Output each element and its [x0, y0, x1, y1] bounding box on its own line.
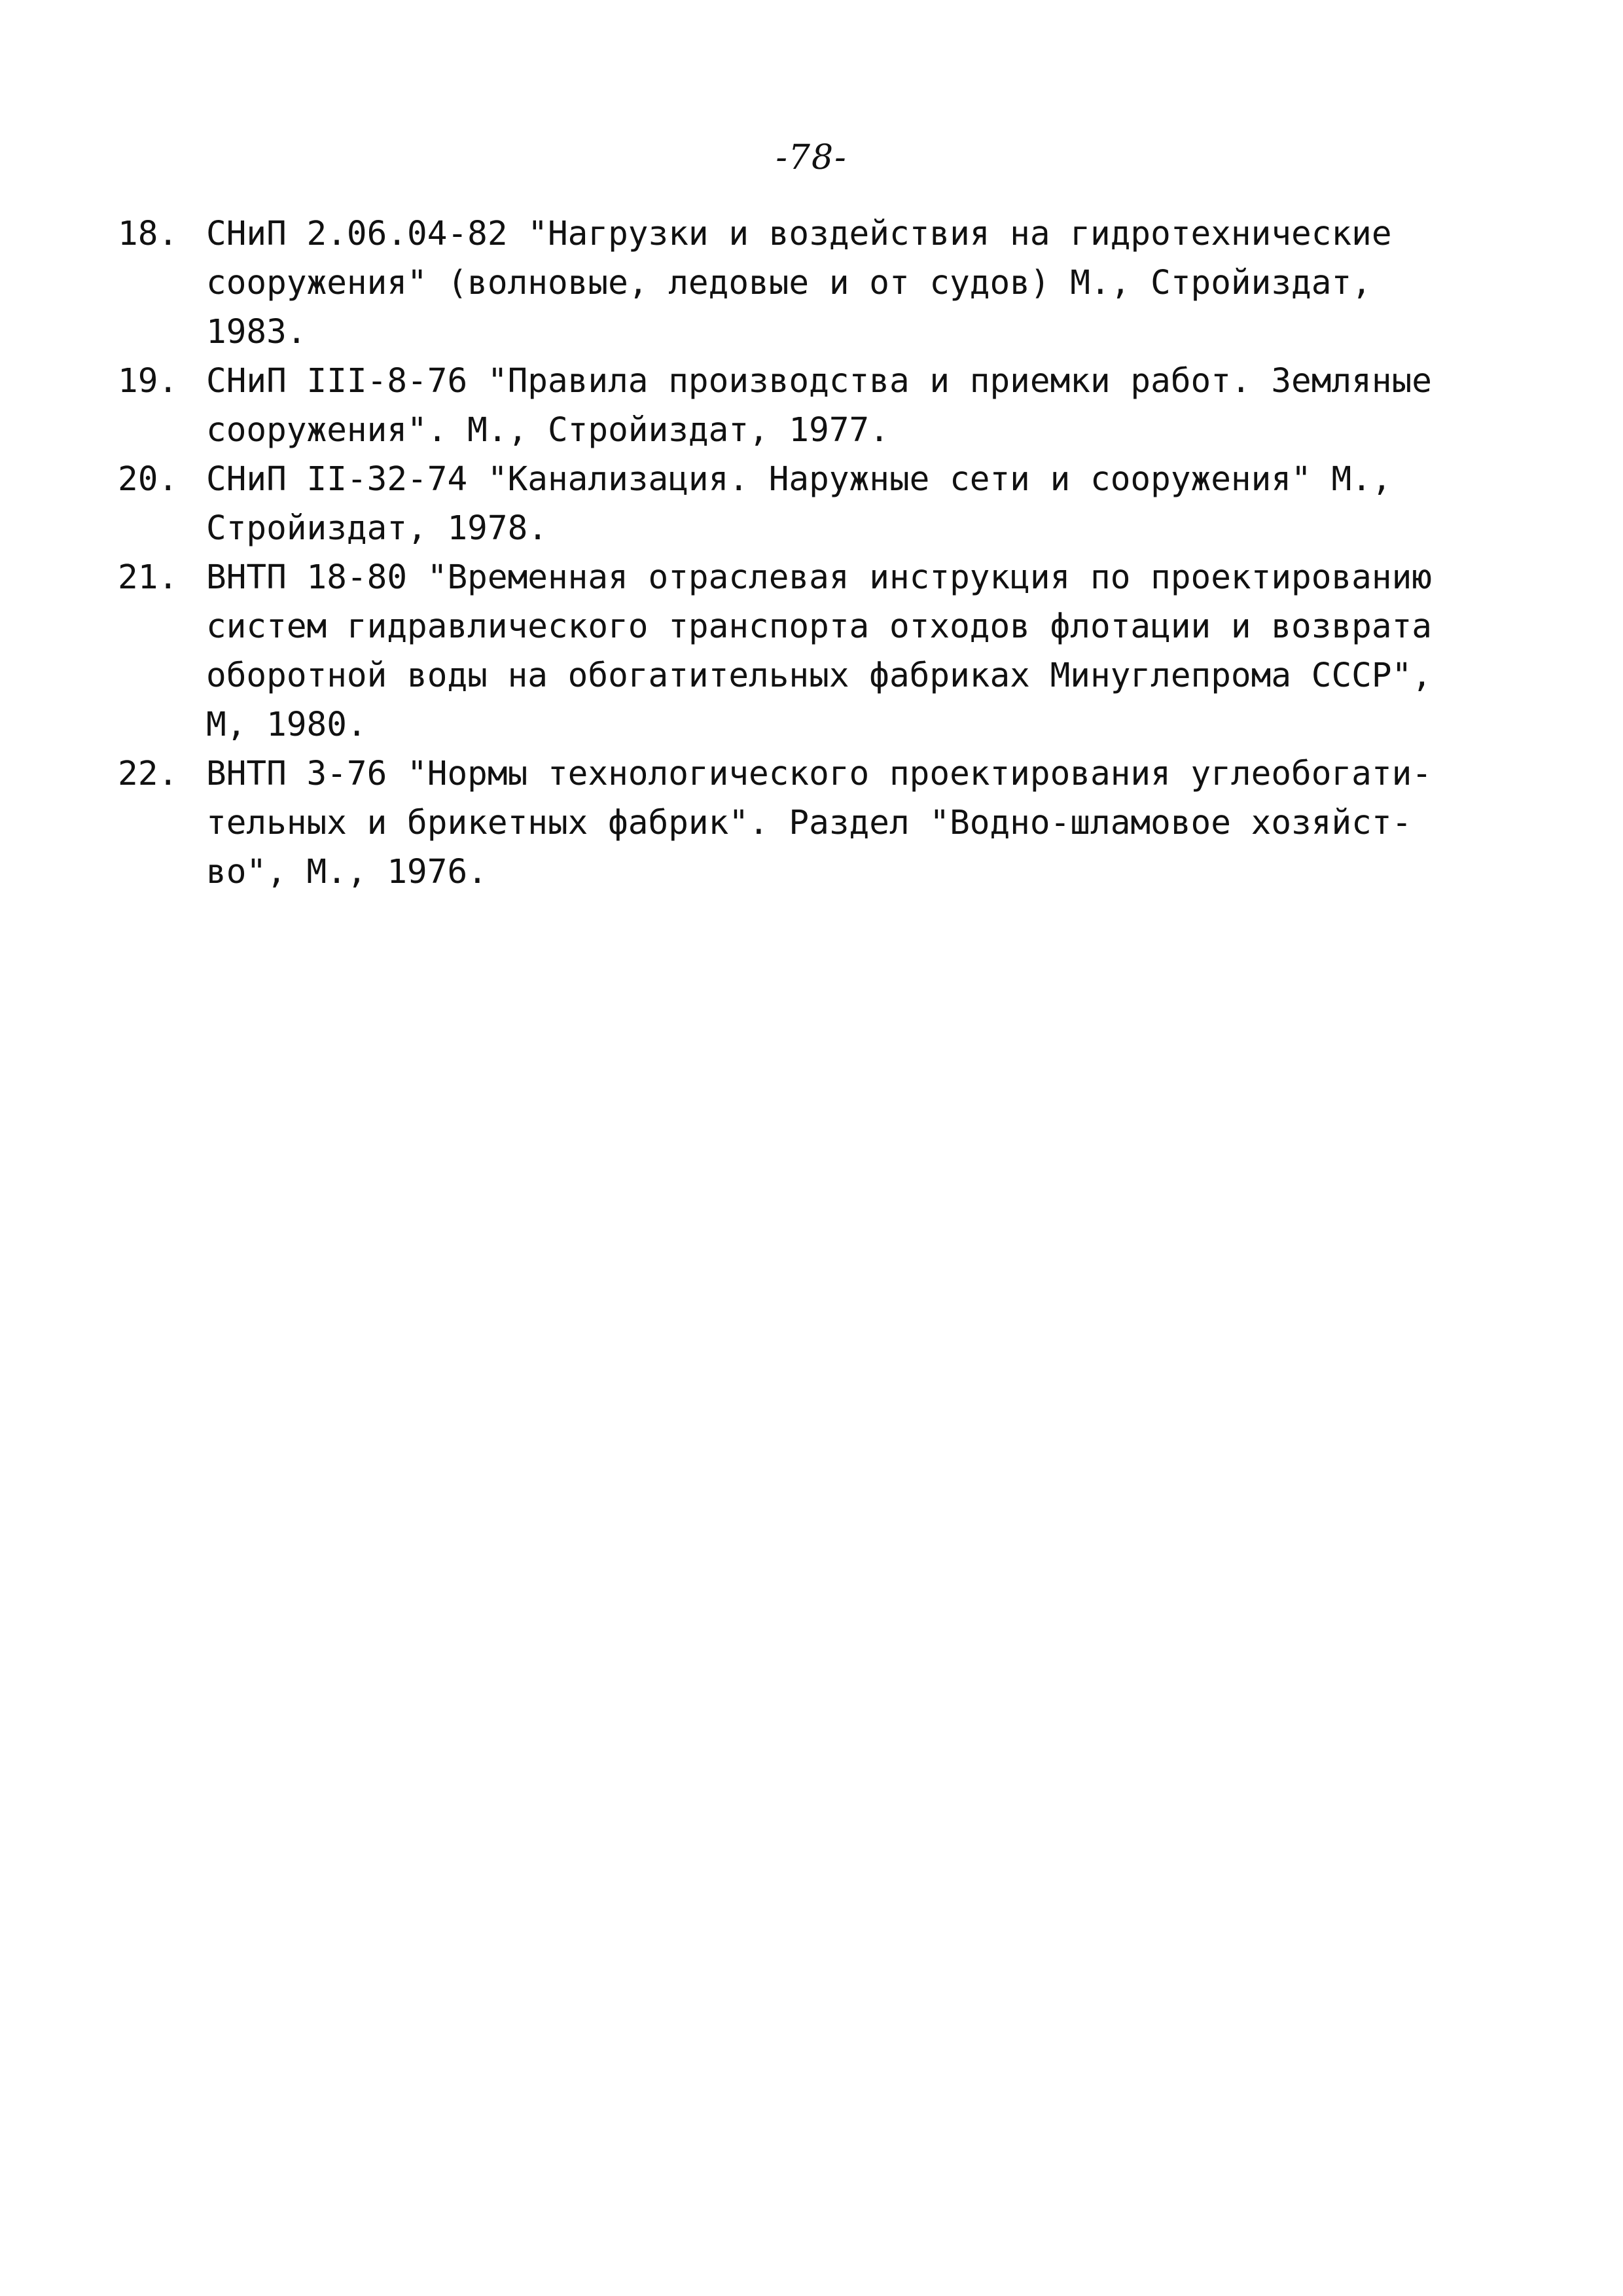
reference-number: 22. — [118, 755, 179, 793]
reference-number: 19. — [118, 362, 179, 401]
reference-line: СНиП 2.06.04-82 "Нагрузки и воздействия на гидротехнические — [206, 215, 1392, 253]
reference-line: тельных и брикетных фабрик". Раздел "Водно-шламовое хозяйст- — [206, 804, 1412, 842]
reference-list — [118, 209, 1518, 897]
reference-number: 18. — [118, 215, 179, 253]
reference-text — [206, 209, 1518, 357]
reference-number: 21. — [118, 558, 179, 597]
reference-text — [206, 749, 1518, 897]
reference-item-20 — [118, 455, 1518, 553]
reference-item-18 — [118, 209, 1518, 357]
reference-line: 1983. — [206, 313, 307, 351]
reference-line: ВНТП 18-80 "Временная отраслевая инструкция по проектированию — [206, 558, 1432, 597]
reference-line: систем гидравлического транспорта отходов флотации и возврата — [206, 607, 1432, 646]
reference-item-19 — [118, 357, 1518, 455]
reference-number: 20. — [118, 460, 179, 499]
reference-text — [206, 455, 1518, 553]
page-number: -78- — [776, 138, 847, 177]
reference-text — [206, 357, 1518, 455]
reference-line: СНиП III-8-76 "Правила производства и приемки работ. Земляные — [206, 362, 1432, 401]
reference-line: оборотной воды на обогатительных фабриках Минуглепрома СССР", — [206, 656, 1432, 695]
reference-item-22 — [118, 749, 1518, 897]
reference-line: во", М., 1976. — [206, 853, 488, 891]
reference-line: сооружения" (волновые, ледовые и от судов) М., Стройиздат, — [206, 264, 1372, 302]
reference-line: СНиП II-32-74 "Канализация. Наружные сети и сооружения" М., — [206, 460, 1392, 499]
reference-item-21 — [118, 553, 1518, 749]
reference-line: сооружения". М., Стройиздат, 1977. — [206, 411, 889, 450]
reference-line: Стройиздат, 1978. — [206, 509, 548, 548]
reference-text — [206, 553, 1518, 749]
reference-line: М, 1980. — [206, 706, 367, 744]
reference-line: ВНТП 3-76 "Нормы технологического проектирования углеобогати- — [206, 755, 1432, 793]
